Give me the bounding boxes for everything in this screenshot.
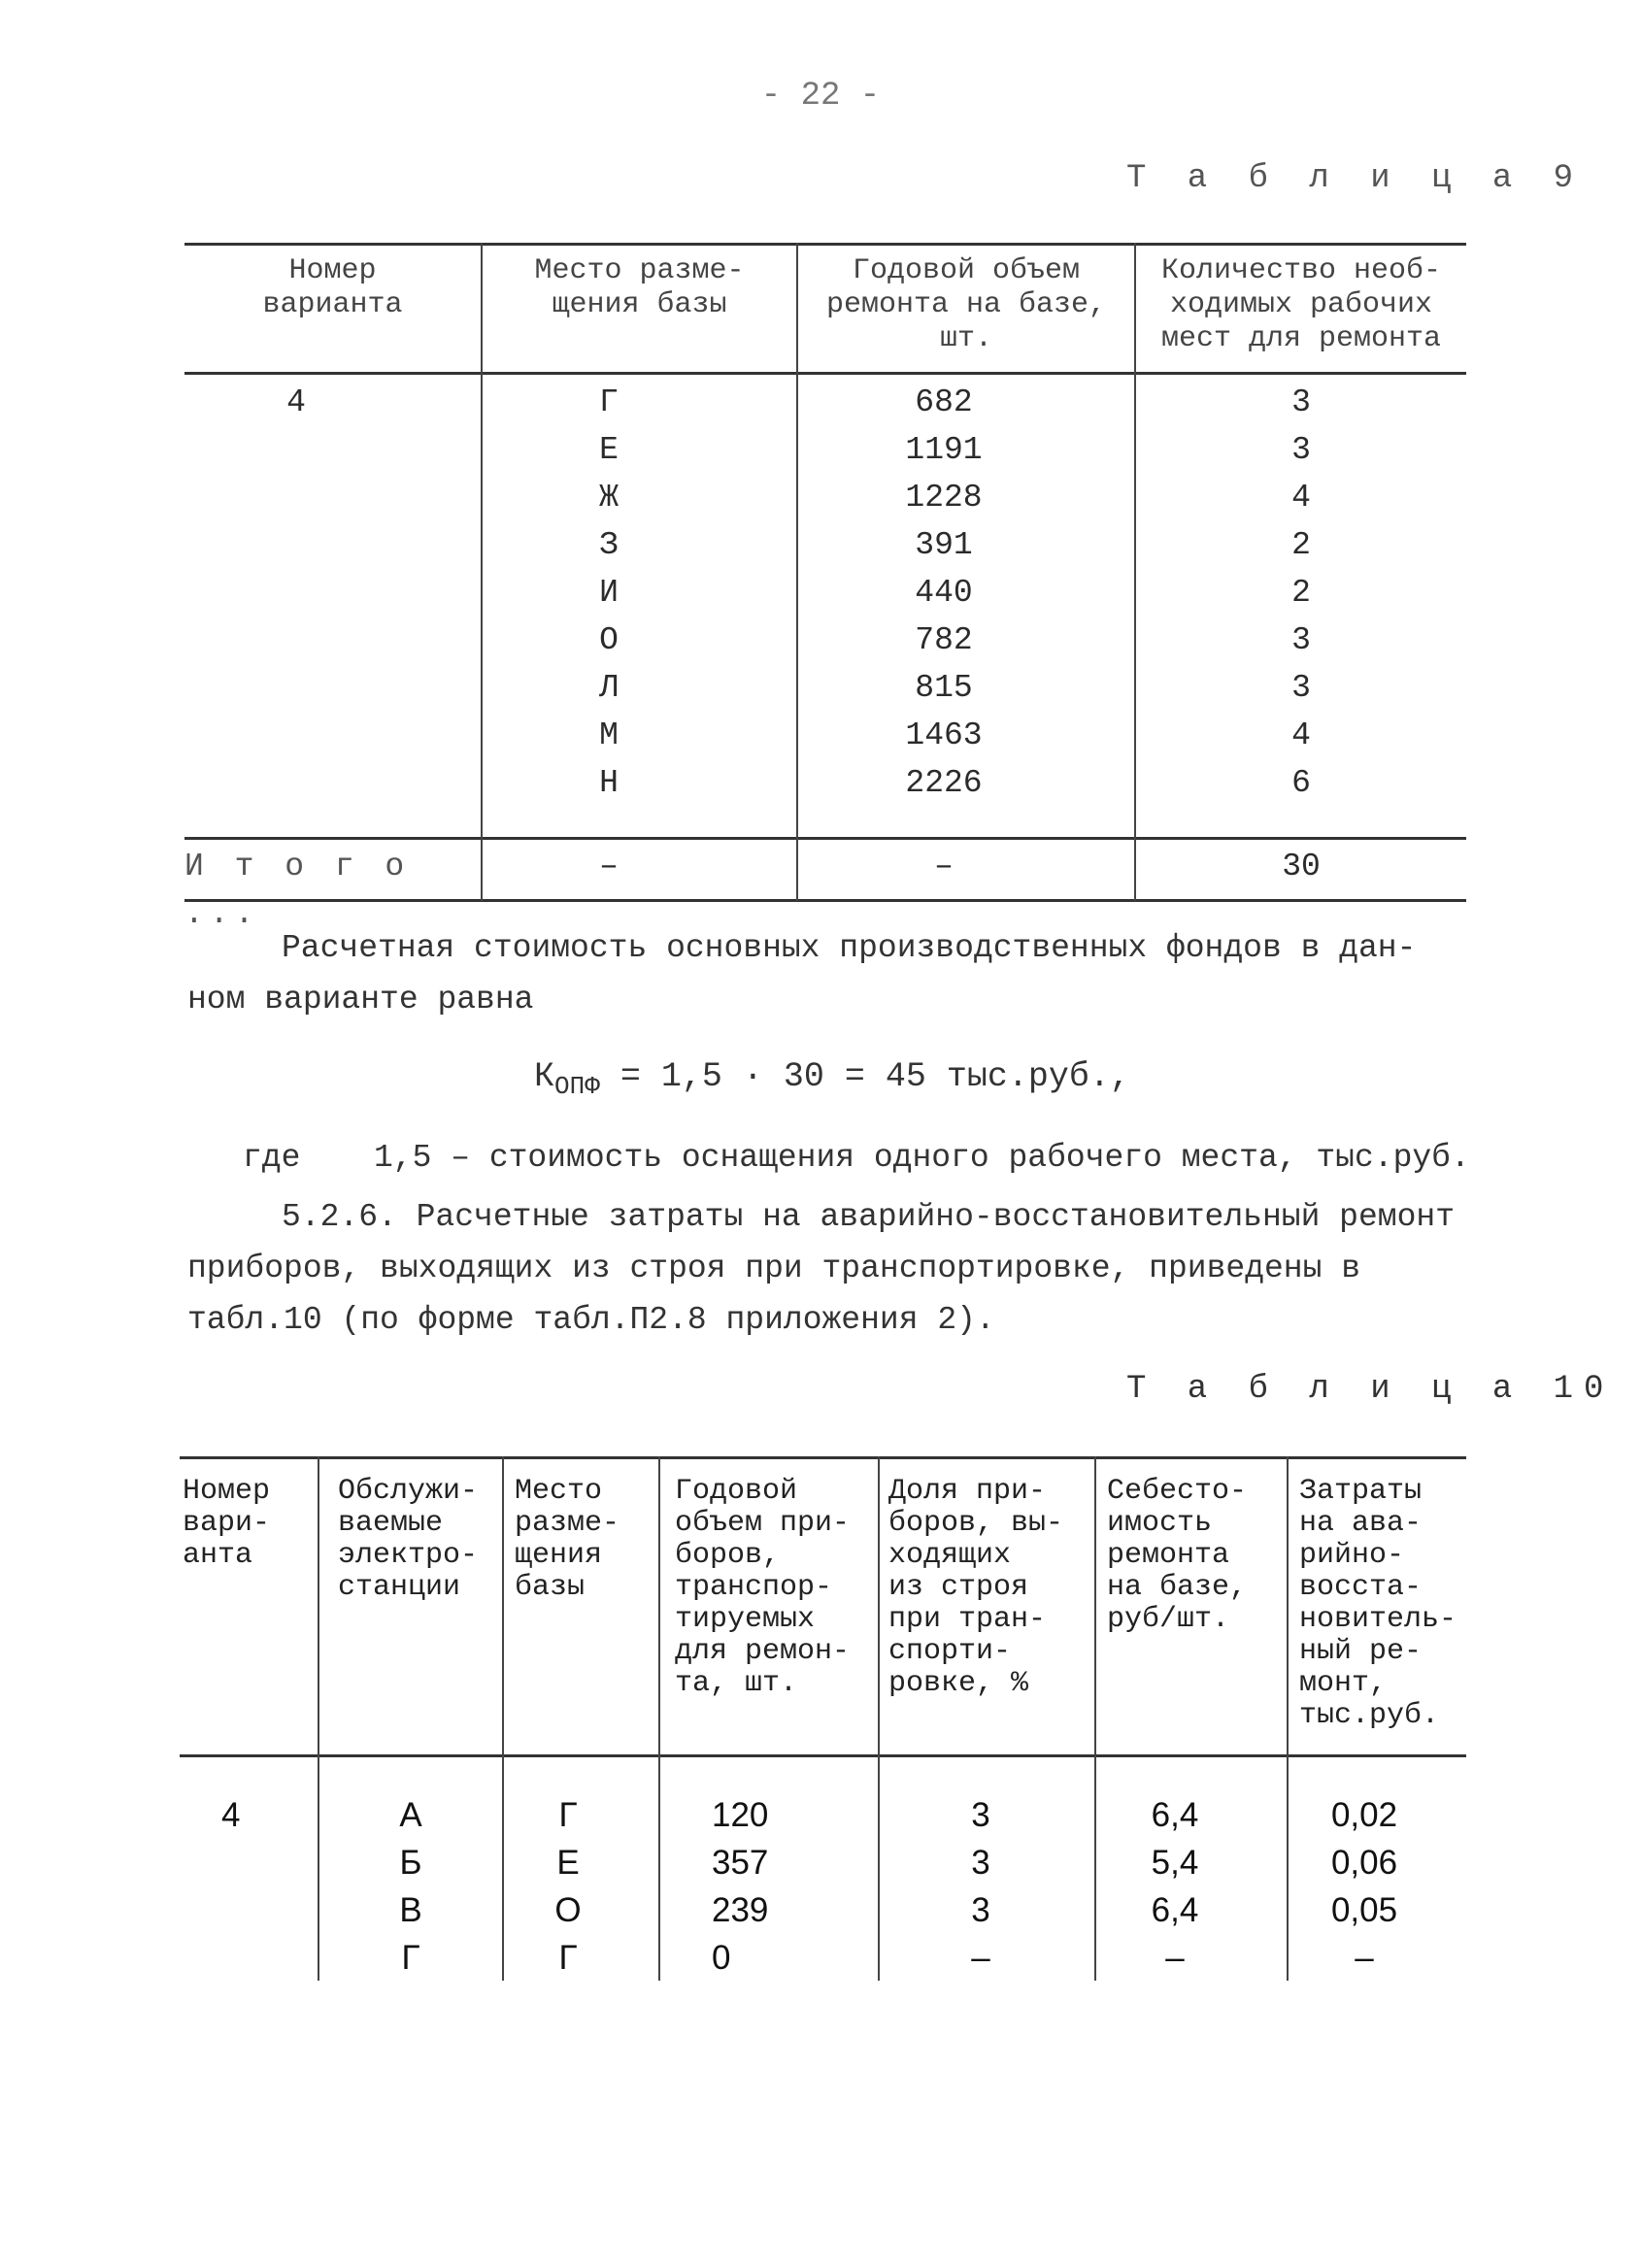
table10-station-cell: Б <box>399 1844 422 1882</box>
formula-subscript: ОПФ <box>554 1072 600 1101</box>
table9-workplaces-cell: 2 <box>1291 527 1311 563</box>
table9-volume-cell: 1228 <box>905 480 983 516</box>
table9-workplaces-cell: 4 <box>1291 717 1311 753</box>
table10-top-rule <box>180 1456 1466 1459</box>
table10-cost-column <box>1136 1791 1214 1982</box>
table10-cost-cell: 6,4 <box>1151 1796 1199 1834</box>
table10-cost-cell: 5,4 <box>1151 1844 1199 1882</box>
table10-base-cell: Г <box>558 1796 578 1834</box>
table10-cost-cell: 6,4 <box>1151 1891 1199 1929</box>
table10-volume-cell: 239 <box>712 1891 769 1929</box>
table9-caption: Т а б л и ц а 9 <box>1126 160 1585 197</box>
table10-share-column <box>961 1791 1000 1982</box>
table10-header-share: Доля при- боров, вы- ходящих из строя при тран- спорти- ровке, % <box>888 1475 1064 1700</box>
table10-station-cell: Г <box>401 1939 420 1977</box>
table10-cost-cell: – <box>1165 1939 1185 1977</box>
table10-expense-cell: 0,02 <box>1330 1796 1398 1834</box>
formula <box>534 1051 1130 1113</box>
table9-header-volume: Годовой объем ремонта на базе, шт. <box>825 254 1107 355</box>
table10-expense-column <box>1321 1791 1408 1982</box>
table9-workplaces-cell: 2 <box>1291 575 1311 611</box>
table10-header-variant: Номер вари- анта <box>183 1475 271 1572</box>
table10-header-rule <box>180 1754 1466 1757</box>
table9-base-cell: Г <box>599 384 619 420</box>
table10-expense-cell: 0,06 <box>1330 1844 1398 1882</box>
table9-total-workplaces: 30 <box>1282 849 1321 884</box>
table10-volume-cell: 0 <box>712 1939 731 1977</box>
paragraph-line: 5.2.6. Расчетные затраты на аварийно-восстановительный ремонт <box>282 1199 1455 1235</box>
table10-share-cell: 3 <box>971 1796 990 1834</box>
table9-base-cell: Н <box>599 765 619 801</box>
table9-workplaces-cell: 6 <box>1291 765 1311 801</box>
table10-base-cell: Е <box>556 1844 580 1882</box>
table10-divider-4 <box>878 1456 880 1981</box>
table10-expense-cell: – <box>1355 1939 1374 1977</box>
table9-volume-cell: 440 <box>915 575 973 611</box>
table10-volume-cell: 120 <box>712 1796 769 1834</box>
table9-base-cell: Ж <box>599 480 619 516</box>
table9-base-cell: М <box>599 717 619 753</box>
table9-top-rule <box>184 243 1466 246</box>
table10-expense-cell: 0,05 <box>1330 1891 1398 1929</box>
table9-workplaces-cell: 4 <box>1291 480 1311 516</box>
table9-header-rule <box>184 372 1466 375</box>
table9-workplaces-cell: 3 <box>1291 384 1311 420</box>
table10-variant: 4 <box>221 1796 241 1834</box>
table9-header-base: Место разме- щения базы <box>534 254 745 321</box>
table10-divider-2 <box>502 1456 504 1981</box>
table10-header-expense: Затраты на ава- рийно- восста- новитель- ный ре- монт, тыс.руб. <box>1299 1475 1457 1732</box>
table10-share-cell: 3 <box>971 1844 990 1882</box>
paragraph-line: приборов, выходящих из строя при транспортировке, приведены в <box>187 1251 1360 1286</box>
table10-divider-1 <box>318 1456 319 1981</box>
table10-header-base: Место разме- щения базы <box>515 1475 620 1604</box>
table9-volume-cell: 1191 <box>905 432 983 468</box>
table9-total-base: – <box>599 849 619 884</box>
table9-base-column <box>483 379 735 807</box>
table10-volume-column <box>712 1791 768 1982</box>
table9-total-label: И т о г о ... <box>184 849 411 932</box>
table9-total-rule <box>184 837 1466 840</box>
paragraph-line: табл.10 (по форме табл.П2.8 приложения 2). <box>187 1302 995 1338</box>
table9-volume-cell: 682 <box>915 384 973 420</box>
table10-header-cost: Себесто- имость ремонта на базе, руб/шт. <box>1107 1475 1248 1636</box>
table9-volume-cell: 815 <box>915 670 973 706</box>
table9-base-cell: О <box>599 622 619 658</box>
table10-station-cell: В <box>399 1891 422 1929</box>
table10-share-cell: – <box>971 1939 990 1977</box>
formula-expression: = 1,5 · 30 = 45 тыс.руб., <box>620 1057 1130 1096</box>
table9-workplaces-column <box>1136 379 1466 807</box>
table10-divider-6 <box>1287 1456 1289 1981</box>
table10-divider-5 <box>1094 1456 1096 1981</box>
table10-base-cell: Г <box>558 1939 578 1977</box>
table9-volume-cell: 2226 <box>905 765 983 801</box>
table9-workplaces-cell: 3 <box>1291 432 1311 468</box>
table9-volume-cell: 782 <box>915 622 973 658</box>
table9-header-variant: Номер варианта <box>262 254 403 321</box>
table10-base-cell: О <box>554 1891 582 1929</box>
table10-share-cell: 3 <box>971 1891 990 1929</box>
table10-base-column <box>553 1791 583 1982</box>
table10-header-volume: Годовой объем при- боров, транспор- тируемых для ремон- та, шт. <box>675 1475 851 1700</box>
table9-base-cell: Л <box>599 670 619 706</box>
page-number: - 22 - <box>760 78 881 115</box>
table9-base-cell: З <box>599 527 619 563</box>
table9-workplaces-cell: 3 <box>1291 622 1311 658</box>
where-label: где <box>243 1140 301 1176</box>
table10-header-stations: Обслужи- ваемые электро- станции <box>338 1475 479 1604</box>
paragraph-line: ном варианте равна <box>187 982 534 1017</box>
table9-workplaces-cell: 3 <box>1291 670 1311 706</box>
table10-stations-column <box>396 1791 425 1982</box>
table9-volume-cell: 391 <box>915 527 973 563</box>
table10-volume-cell: 357 <box>712 1844 769 1882</box>
formula-symbol: К <box>534 1057 555 1096</box>
table9-variant: 4 <box>286 384 306 420</box>
table9-volume-cell: 1463 <box>905 717 983 753</box>
table10-divider-3 <box>658 1456 660 1981</box>
table10-caption: Т а б л и ц а 10 <box>1126 1371 1615 1408</box>
where-definition: 1,5 – стоимость оснащения одного рабочего места, тыс.руб. <box>374 1140 1470 1176</box>
table9-base-cell: И <box>599 575 619 611</box>
table9-volume-column <box>798 379 1089 807</box>
table10-station-cell: А <box>399 1796 422 1834</box>
table9-base-cell: Е <box>599 432 619 468</box>
paragraph-line: Расчетная стоимость основных производственных фондов в дан- <box>282 930 1417 966</box>
table9-total-volume: – <box>934 849 954 884</box>
table9-header-workplaces: Количество необ- ходимых рабочих мест для ремонта <box>1160 254 1442 355</box>
